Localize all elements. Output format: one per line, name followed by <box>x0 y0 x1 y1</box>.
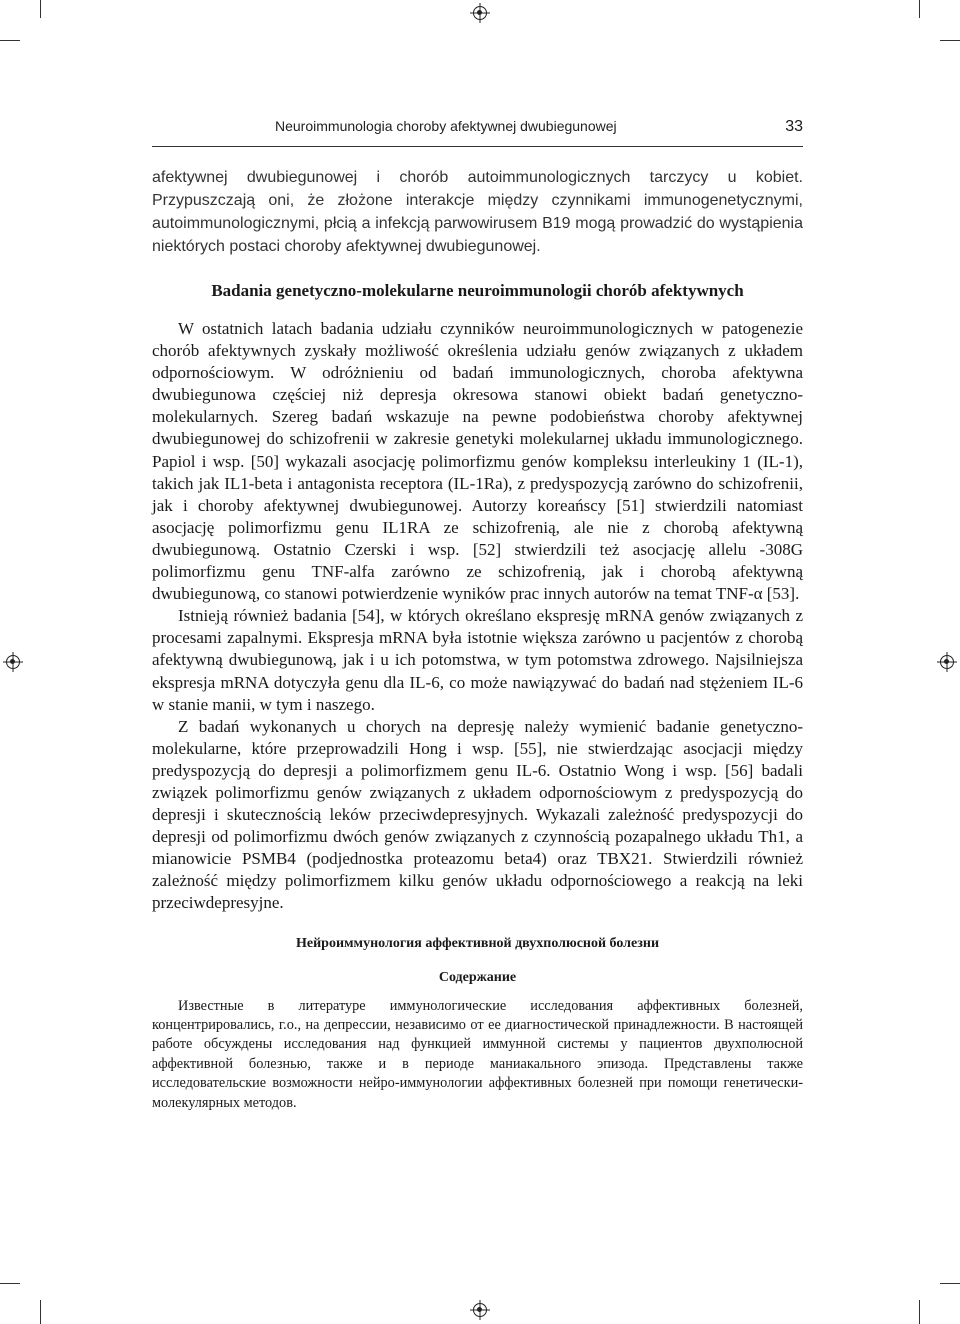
intro-paragraph: afektywnej dwubiegunowej i chorób autoimmunologicznych tarczycy u kobiet. Przypuszczają oni, że złożone interakcje między czynnikami immunogenetycznymi, autoimmunologicznymi, płcią a infekcją parwowirusem B19 mogą prowadzić do wystąpienia niektórych postaci choroby afektywnej dwubiegunowej. <box>152 169 803 255</box>
crop-mark <box>940 40 960 41</box>
registration-mark-icon <box>6 655 20 669</box>
page-number: 33 <box>785 118 803 135</box>
section-body <box>152 318 803 915</box>
crop-mark <box>940 1283 960 1284</box>
russian-summary-subtitle: Содержание <box>438 969 517 985</box>
crop-mark <box>0 1283 20 1284</box>
body-paragraph: Istnieją również badania [54], w których określano ekspresję mRNA genów związanych z procesami zapalnymi. Ekspresja mRNA była istotnie większa zarówno u pacjentów z chorobą afektywną dwubiegunową, jak i u ich potomstwa, w tym potomstwa zdrowego. Najsilniejsza ekspresja mRNA dotyczyła genu dla IL-6, co może nawiązywać do badań nad stężeniem IL-6 w stanie manii, w tym i naszego. <box>152 606 803 714</box>
page-content <box>152 112 803 1113</box>
registration-mark-icon <box>940 655 954 669</box>
body-paragraph: Z badań wykonanych u chorych na depresję należy wymienić badanie genetyczno-molekularne, które przeprowadzili Hong i wsp. [55], nie stwierdzając asocjacji między predyspozycją do depresji a polimorfizmem genu IL-6. Ostatnio Wong i wsp. [56] badali związek polimorfizmu genów związanych z układem odpornościowym z predyspozycją do depresji i skutecznością leków przeciwdepresyjnych. Wykazali zależność predyspozycji do depresji od polimorfizmu dwóch genów związanych z czynnością pozapalnego układu Th1, a mianowicie PSMB4 (podjednostka proteazomu beta4) oraz TBX21. Stwierdzili również zależność między polimorfizmem kilku genów układu odpornościowego a reakcją na leki przeciwdepresyjne. <box>152 716 803 913</box>
abstract-paragraph: Известные в литературе иммунологические исследования аффективных болезней, концентрировались, г.о., на депрессии, независимо от ее диагностической принадлежности. В настоящей работе обсуждены исследования над функцией иммунной системы у пациентов двухполюсной аффективной болезнью, также и в периоде маниакального эпизода. Представлены также исследовательские возможности нейро-иммунологии аффективных болезней при помощи генетически-молекулярных методов. <box>152 997 803 1111</box>
body-paragraph: W ostatnich latach badania udziału czynników neuroimmunologicznych w patogenezie chorób afektywnych zyskały możliwość określenia udziału genów związanych z układem odpornościowym. W odróżnieniu od badań immunologicznych, choroba afektywna dwubiegunowa częściej niż depresja okresowa stanowi obiekt badań genetyczno-molekularnych. Szereg badań wskazuje na pewne podobieństwa choroby afektywnej dwubiegunowej do schizofrenii w zakresie genetyki molekularnej układu immunologicznego. Papiol i wsp. [50] wykazali asocjację polimorfizmu genów kompleksu interleukiny 1 (IL-1), takich jak IL1-beta i antagonista receptora (IL-1Ra), z predyspozycją zarówno do schizofrenii, jak i choroby afektywnej dwubiegunowej. Autorzy koreańscy [51] stwierdzili natomiast asocjację polimorfizmu genu IL1RA ze schizofrenią, ale nie z chorobą afektywną dwubiegunową. Ostatnio Czerski i wsp. [52] stwierdzili też asocjację allelu -308G polimorfizmu genu TNF-alfa zarówno ze schizofrenią, jak i chorobą afektywną dwubiegunową, co stanowi potwierdzenie wyników prac innych autorów na temat TNF-α [53]. <box>152 319 803 604</box>
russian-abstract <box>152 997 803 1113</box>
crop-mark <box>919 0 920 18</box>
crop-mark <box>919 1300 920 1324</box>
crop-mark <box>0 40 20 41</box>
registration-mark-icon <box>473 6 487 20</box>
crop-mark <box>40 0 41 18</box>
section-heading: Badania genetyczno-molekularne neuroimmunologii chorób afektywnych <box>211 281 744 300</box>
russian-summary-title: Нейроиммунология аффективной двухполюсной болезни <box>295 935 660 951</box>
crop-mark <box>40 1300 41 1324</box>
running-head <box>152 112 803 147</box>
registration-mark-icon <box>473 1303 487 1317</box>
running-head-title: Neuroimmunologia choroby afektywnej dwubiegunowej <box>275 118 617 134</box>
